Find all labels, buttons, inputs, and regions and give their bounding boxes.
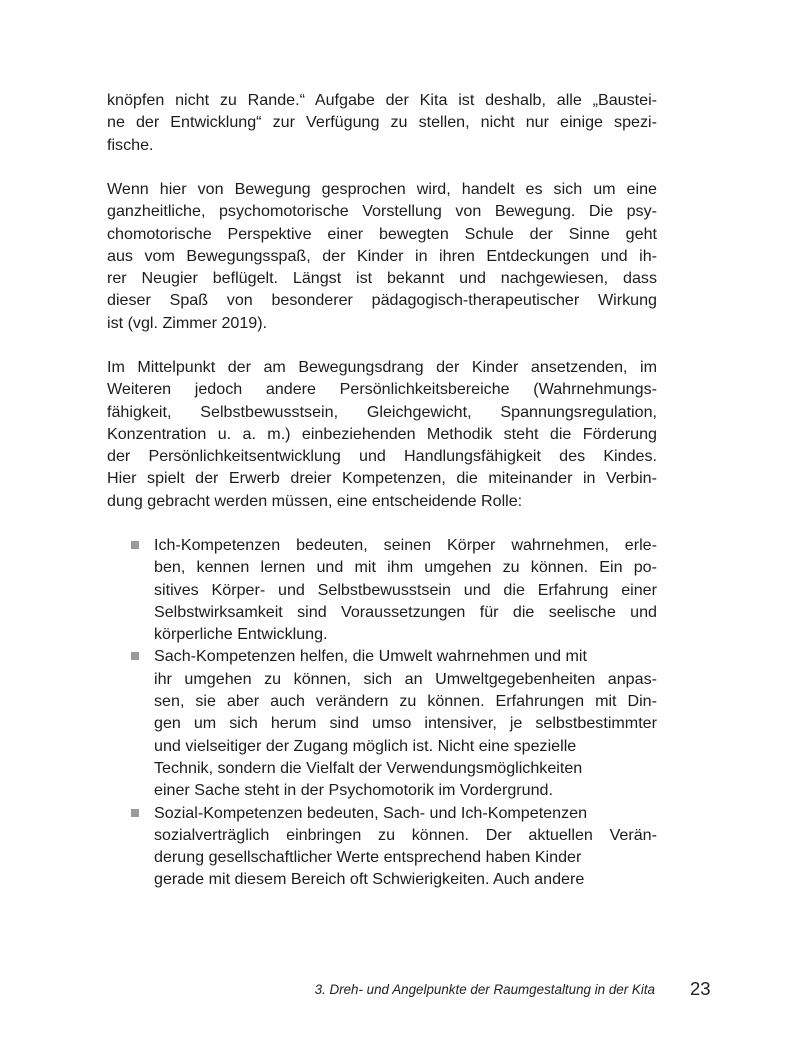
list-item-line: ben, kennen lernen und mit ihm umgehen zu können. Ein po-: [154, 558, 657, 577]
paragraph-line: Weiteren jedoch andere Persönlichkeitsbereiche (Wahrnehmungs-: [107, 380, 657, 399]
page-number: 23: [690, 978, 711, 999]
list-item: [107, 645, 657, 801]
paragraph-line: ganzheitliche, psychomotorische Vorstellung von Bewegung. Die psy-: [107, 202, 657, 221]
paragraph-3: [107, 356, 657, 512]
paragraph-line: ist (vgl. Zimmer 2019).: [107, 313, 268, 332]
list-item-line: Ich-Kompetenzen bedeuten, seinen Körper wahrnehmen, erle-: [154, 536, 657, 554]
paragraph-line: dung gebracht werden müssen, eine entscheidende Rolle:: [107, 491, 523, 510]
paragraph-line: chomotorische Perspektive einer bewegten Schule der Sinne geht: [107, 224, 657, 243]
paragraph-line: rer Neugier beflügelt. Längst ist bekannt und nachgewiesen, dass: [107, 269, 657, 288]
list-item-line: Technik, sondern die Vielfalt der Verwendungsmöglichkeiten: [154, 758, 583, 777]
list-item-line: sozialverträglich einbringen zu können. Der aktuellen Verän-: [154, 825, 657, 844]
paragraph-1: [107, 89, 657, 156]
list-item-line: sen, sie aber auch verändern zu können. Erfahrungen mit Din-: [154, 692, 657, 711]
list-item: [107, 534, 657, 645]
square-bullet-icon: [131, 809, 139, 817]
paragraph-2: [107, 178, 657, 334]
paragraph-line: dieser Spaß von besonderer pädagogisch-therapeutischer Wirkung: [107, 291, 657, 310]
paragraph-line: Wenn hier von Bewegung gesprochen wird, handelt es sich um eine: [107, 180, 657, 198]
list-item-line: und vielseitiger der Zugang möglich ist. Nicht eine spezielle: [154, 736, 577, 755]
paragraph-line: fische.: [107, 135, 154, 154]
paragraph-line: Hier spielt der Erwerb dreier Kompetenzen, die miteinander in Verbin-: [107, 469, 657, 488]
list-item-line: ihr umgehen zu können, sich an Umweltgegebenheiten anpas-: [154, 669, 657, 688]
paragraph-line: aus vom Bewegungsspaß, der Kinder in ihren Entdeckungen und ih-: [107, 246, 657, 265]
list-item-line: gen um sich herum sind umso intensiver, je selbstbestimmter: [154, 714, 657, 733]
list-item-line: Sozial-Kompetenzen bedeuten, Sach- und Ich-Kompetenzen: [154, 803, 588, 822]
square-bullet-icon: [131, 541, 139, 549]
paragraph-line: ne der Entwicklung“ zur Verfügung zu stellen, nicht nur einige spezi-: [107, 113, 657, 132]
running-footer-chapter-title: 3. Dreh- und Angelpunkte der Raumgestaltung in der Kita: [314, 982, 655, 997]
paragraph-line: der Persönlichkeitsentwicklung und Handlungsfähigkeit des Kindes.: [107, 447, 657, 466]
list-item-line: gerade mit diesem Bereich oft Schwierigkeiten. Auch andere: [154, 870, 585, 889]
paragraph-line: knöpfen nicht zu Rande.“ Aufgabe der Kita ist deshalb, alle „Baustei-: [107, 91, 657, 109]
list-item-line: Sach-Kompetenzen helfen, die Umwelt wahrnehmen und mit: [154, 647, 587, 666]
paragraph-line: Im Mittelpunkt der am Bewegungsdrang der Kinder ansetzenden, im: [107, 358, 657, 376]
list-item-line: sitives Körper- und Selbstbewusstsein und die Erfahrung einer: [154, 580, 657, 599]
list-item-line: einer Sache steht in der Psychomotorik im Vordergrund.: [154, 781, 553, 800]
paragraph-line: Konzentration u. a. m.) einbeziehenden Methodik steht die Förderung: [107, 424, 657, 443]
list-item: [107, 802, 657, 891]
square-bullet-icon: [131, 652, 139, 660]
list-item-line: körperliche Entwicklung.: [154, 625, 328, 644]
paragraph-line: fähigkeit, Selbstbewusstsein, Gleichgewicht, Spannungsregulation,: [107, 402, 657, 421]
list-item-line: derung gesellschaftlicher Werte entsprechend haben Kinder: [154, 848, 582, 867]
competence-list: [107, 534, 657, 891]
list-item-line: Selbstwirksamkeit sind Voraussetzungen für die seelische und: [154, 602, 657, 621]
